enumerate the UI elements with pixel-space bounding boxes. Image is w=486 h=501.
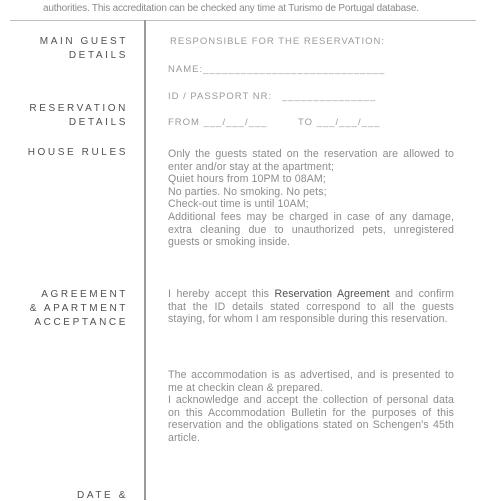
agreement-text: I acknowledge and accept the collection of personal data on this Accommodation Bulletin for the purposes of this reservation and the obligations stated on Schengen's 45th article. <box>168 394 454 444</box>
agreement-text-end: and confirm that the ID details stated correspond to all the guests staying, for whom I am responsible during this reservation. <box>168 288 455 326</box>
column-divider <box>144 20 146 500</box>
agreement-paragraph-2 <box>168 369 454 445</box>
agreement-text-start: I hereby accept this <box>168 288 270 300</box>
name-field[interactable]: NAME:_____________________________ <box>168 64 386 75</box>
agreement-title-emphasis: Reservation Agreement <box>274 288 390 300</box>
house-rule-line: Additional fees may be charged in case of any damage, extra cleaning due to unauthorized pets, unregistered guests or smoking inside. <box>168 210 454 249</box>
house-rule-line: Only the guests stated on the reservation are allowed to enter and/or stay at the apartment; <box>168 148 454 173</box>
section-label-agreement: AGREEMENT & APARTMENT ACCEPTANCE <box>29 289 128 328</box>
id-passport-field[interactable]: _______________ <box>282 91 377 102</box>
id-passport-label: ID / PASSPORT NR: <box>168 91 273 102</box>
house-rules-text <box>168 148 454 249</box>
from-date-field[interactable]: FROM ___/___/___ <box>168 117 268 128</box>
house-rule-line: No parties. No smoking. No pets; <box>168 185 327 198</box>
house-rule-line: Check-out time is until 10AM; <box>168 198 309 211</box>
section-label-reservation: RESERVATION DETAILS <box>29 103 128 128</box>
house-rule-line: Quiet hours from 10PM to 08AM; <box>168 173 326 186</box>
header-note: authorities. This accreditation can be checked any time at Turismo de Portugal database. <box>43 3 419 14</box>
responsible-heading: RESPONSIBLE FOR THE RESERVATION: <box>170 36 386 47</box>
to-date-field[interactable]: TO ___/___/___ <box>298 117 381 128</box>
agreement-paragraph-1 <box>168 288 454 326</box>
section-label-house-rules: HOUSE RULES <box>27 147 128 158</box>
section-label-date: DATE & <box>77 490 128 501</box>
section-label-main-guest: MAIN GUEST DETAILS <box>39 36 128 61</box>
agreement-text: The accommodation is as advertised, and is presented to me at checkin clean & prepared. <box>168 369 454 394</box>
